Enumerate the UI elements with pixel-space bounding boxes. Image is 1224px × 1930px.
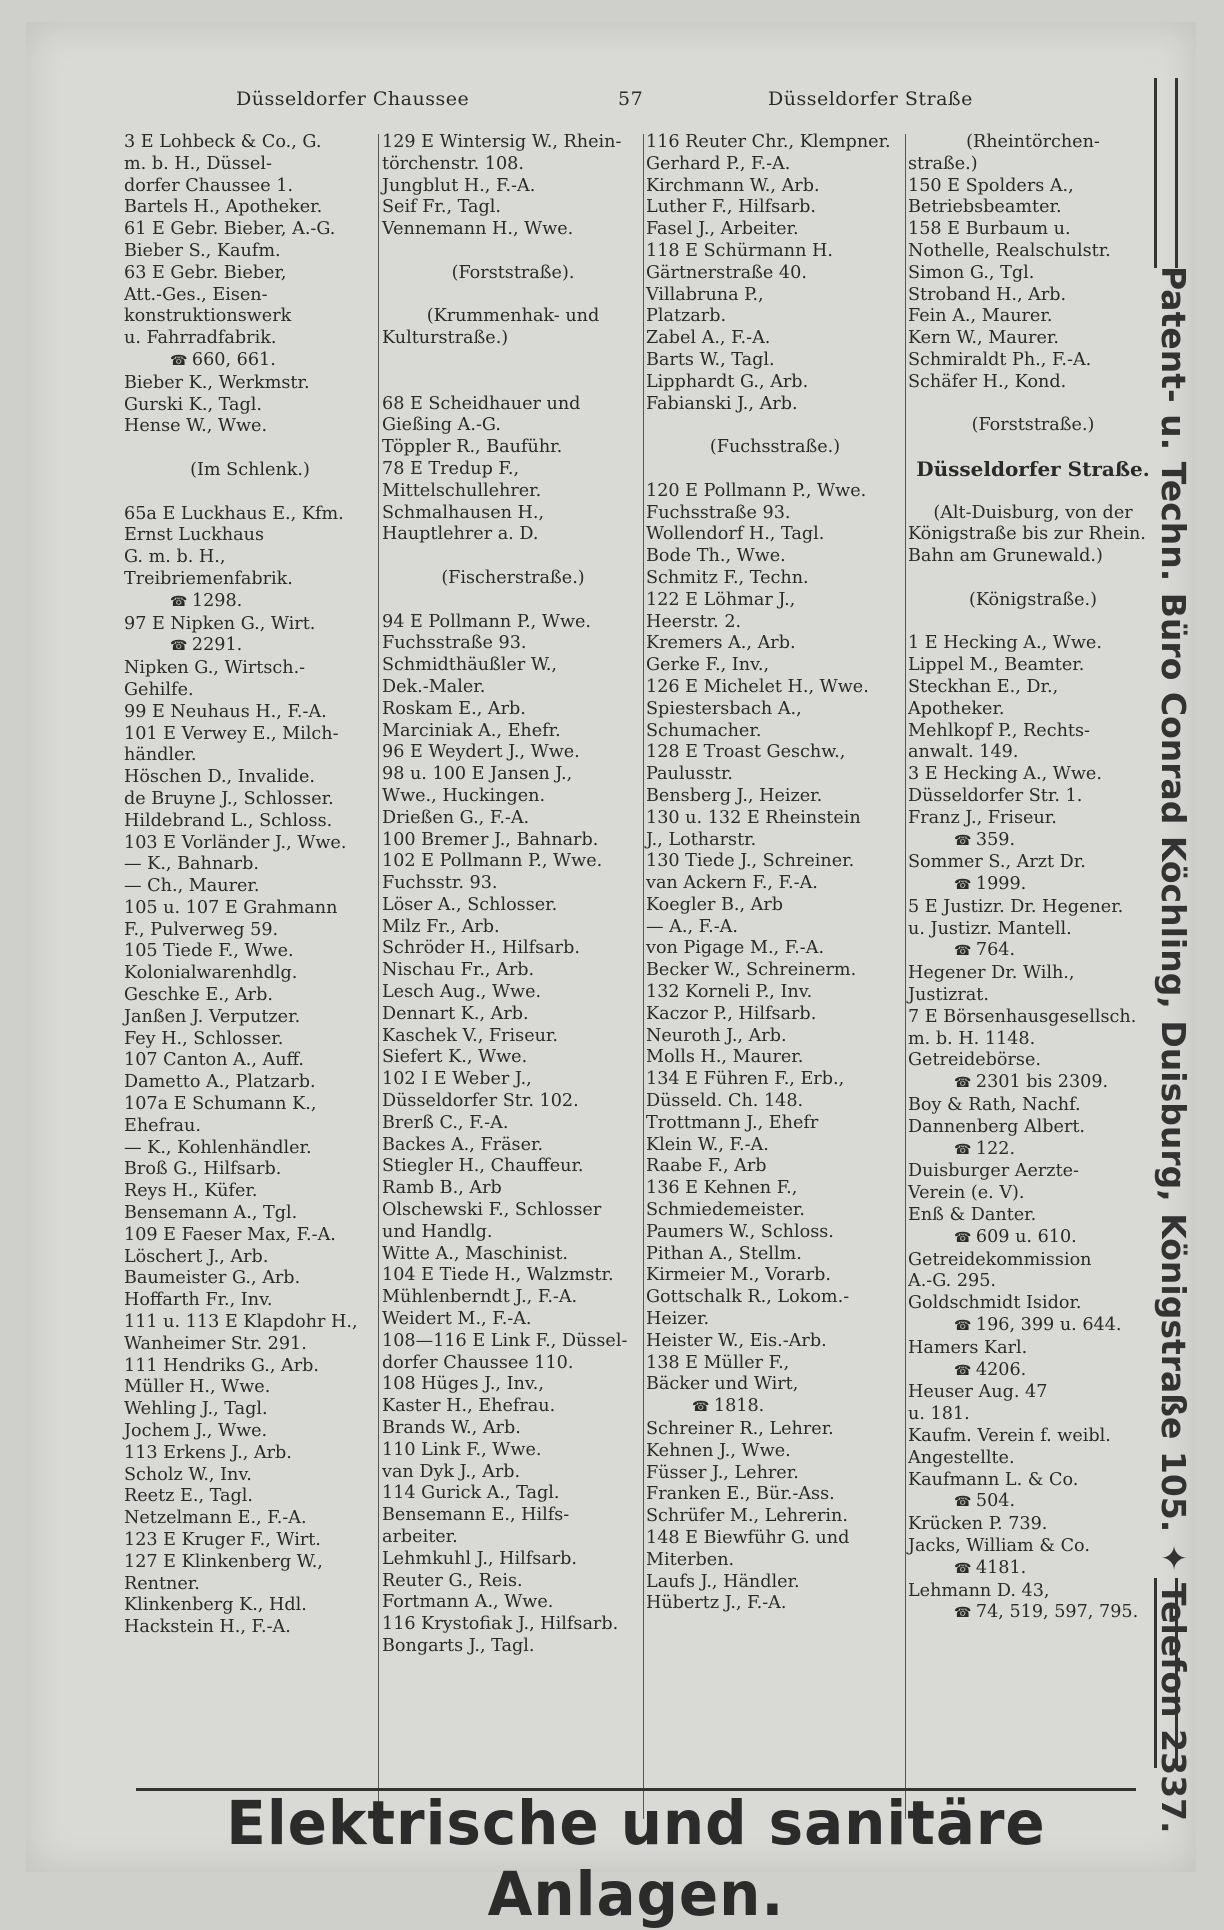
directory-entry-line: 104 E Tiede H., Walzmstr.: [382, 1265, 614, 1286]
directory-entry-line: Paumers W., Schloss.: [646, 1221, 834, 1242]
directory-entry-line: Hauptlehrer a. D.: [382, 524, 539, 545]
column-divider: [905, 134, 906, 1819]
directory-entry-line: Hense W., Wwe.: [124, 416, 268, 437]
directory-entry-line: Brerß C., F.-A.: [382, 1112, 509, 1133]
directory-entry-line: Jungblut H., F.-A.: [382, 175, 536, 196]
directory-entry-line: 126 E Michelet H., Wwe.: [646, 676, 869, 697]
directory-entry-line: Steckhan E., Dr.,: [908, 676, 1059, 697]
directory-entry-line: 97 E Nipken G., Wirt.: [124, 613, 316, 634]
directory-entry-line: Fabianski J., Arb.: [646, 393, 798, 414]
directory-entry-line: Kulturstraße.): [382, 328, 509, 349]
directory-entry-line: (Alt-Duisburg, von der: [933, 502, 1133, 523]
directory-entry-line: Neuroth J., Arb.: [646, 1025, 787, 1046]
directory-entry-line: arbeiter.: [382, 1527, 458, 1547]
directory-entry-line: 105 u. 107 E Grahmann: [124, 897, 338, 918]
directory-entry-line: 128 E Troast Geschw.,: [646, 742, 846, 763]
directory-entry-line: Wanheimer Str. 291.: [124, 1333, 307, 1354]
directory-entry-line: [382, 546, 644, 568]
directory-entry-line: 123 E Kruger F., Wirt.: [124, 1530, 321, 1550]
directory-entry-line: (Königstraße.): [969, 589, 1097, 610]
directory-entry-line: 94 E Pollmann P., Wwe.: [382, 611, 592, 632]
directory-entry-line: van Ackern F., F.-A.: [646, 873, 818, 894]
directory-entry-line: 78 E Tredup F.,: [382, 458, 520, 479]
directory-entry-line: u. 181.: [908, 1404, 970, 1425]
directory-entry-line: 102 E Pollmann P., Wwe.: [382, 851, 603, 872]
directory-entry-line: ☎ 504.: [908, 1491, 1158, 1514]
directory-entry-line: und Handlg.: [382, 1221, 493, 1242]
directory-entry-line: Schmidthäußler W.,: [382, 655, 558, 676]
directory-entry-line: Witte A., Maschinist.: [382, 1243, 569, 1264]
directory-entry-line: 130 Tiede J., Schreiner.: [646, 851, 855, 872]
directory-entry-line: [124, 482, 376, 504]
directory-entry-line: [382, 372, 644, 394]
directory-entry-line: 130 u. 132 E Rheinstein: [646, 807, 861, 828]
directory-entry-line: G. m. b. H.,: [124, 547, 226, 568]
directory-entry-line: Hamers Karl.: [908, 1337, 1028, 1358]
directory-entry-line: Treibriemenfabrik.: [124, 568, 293, 589]
directory-entry-line: Hildebrand L., Schloss.: [124, 810, 333, 831]
directory-entry-line: Bensemann E., Hilfs-: [382, 1505, 570, 1526]
directory-entry-line: Pithan A., Stellm.: [646, 1243, 802, 1264]
directory-entry-line: Krücken P. 739.: [908, 1514, 1048, 1535]
directory-entry-line: Kremers A., Arb.: [646, 633, 796, 654]
directory-entry-line: u. Justizr. Mantell.: [908, 918, 1072, 939]
directory-entry-line: 118 E Schürmann H.: [646, 240, 833, 261]
directory-entry-line: Nipken G., Wirtsch.-: [124, 658, 306, 679]
directory-entry-line: Töppler R., Bauführ.: [382, 437, 563, 458]
directory-entry-line: 108—116 E Link F., Düssel-: [382, 1330, 628, 1351]
directory-entry-line: [908, 481, 1158, 503]
directory-entry-line: Königstraße bis zur Rhein.: [908, 524, 1146, 545]
directory-entry-line: Düsseld. Ch. 148.: [646, 1091, 804, 1112]
directory-entry-line: 138 E Müller F.,: [646, 1352, 790, 1373]
directory-entry-line: Ramb B., Arb: [382, 1178, 502, 1199]
directory-entry-line: [908, 394, 1158, 416]
directory-entry-line: Bongarts J., Tagl.: [382, 1635, 535, 1656]
directory-entry-line: Fein A., Maurer.: [908, 306, 1053, 327]
directory-entry-line: Gerke F., Inv.,: [646, 655, 770, 676]
directory-entry-line: Rentner.: [124, 1573, 200, 1594]
directory-entry-line: Apotheker.: [908, 698, 1005, 719]
column-1: [124, 132, 376, 1639]
sidebar-advertisement: [1140, 78, 1200, 1834]
directory-entry-line: Vennemann H., Wwe.: [382, 219, 574, 240]
directory-entry-line: [124, 438, 376, 460]
directory-entry-line: Lehmann D. 43,: [908, 1580, 1050, 1601]
directory-entry-line: Stiegler H., Chauffeur.: [382, 1156, 584, 1177]
directory-entry-line: 99 E Neuhaus H., F.-A.: [124, 701, 327, 722]
directory-entry-line: 111 u. 113 E Klapdohr H.,: [124, 1312, 358, 1333]
directory-entry-line: von Pigage M., F.-A.: [646, 938, 825, 959]
directory-entry-line: Getreidebörse.: [908, 1050, 1041, 1071]
directory-entry-line: ☎ 4206.: [908, 1360, 1158, 1383]
directory-entry-line: Schäfer H., Kond.: [908, 371, 1067, 392]
directory-entry-line: Dannenberg Albert.: [908, 1116, 1086, 1137]
directory-entry-line: Gärtnerstraße 40.: [646, 262, 807, 283]
directory-entry-line: Bahn am Grunewald.): [908, 546, 1103, 567]
directory-entry-line: dorfer Chaussee 110.: [382, 1352, 574, 1373]
directory-entry-line: A.-G. 295.: [908, 1271, 997, 1292]
directory-entry-line: Klein W., F.-A.: [646, 1134, 769, 1155]
directory-entry-line: 109 E Faeser Max, F.-A.: [124, 1224, 336, 1245]
directory-entry-line: Hoffarth Fr., Inv.: [124, 1290, 273, 1311]
directory-entry-line: Reuter G., Reis.: [382, 1570, 523, 1591]
page-number: 57: [618, 88, 644, 110]
directory-entry-line: Hackstein H., F.-A.: [124, 1617, 291, 1638]
directory-entry-line: Heizer.: [646, 1309, 710, 1330]
directory-entry-line: Hübertz J., F.-A.: [646, 1593, 787, 1614]
directory-entry-line: 107 Canton A., Auff.: [124, 1050, 305, 1071]
directory-entry-line: Becker W., Schreinerm.: [646, 960, 857, 981]
sidebar-ad-text: Patent- u. Techn. Büro Conrad Köchling, Duisburg, Königstraße 105. ✦ Telefon 2337.: [1154, 266, 1193, 1834]
directory-entry-line: händler.: [124, 745, 197, 766]
directory-entry-line: Backes A., Fräser.: [382, 1134, 544, 1155]
directory-entry-line: [382, 285, 644, 307]
directory-entry-line: Kirchmann W., Arb.: [646, 175, 820, 196]
directory-entry-line: u. Fahrradfabrik.: [124, 328, 277, 349]
directory-entry-line: 129 E Wintersig W., Rhein-: [382, 132, 622, 152]
directory-entry-line: [646, 459, 904, 481]
directory-entry-line: Düsseldorfer Straße.: [916, 456, 1150, 481]
directory-entry-line: Ehefrau.: [124, 1115, 201, 1136]
directory-entry-line: — K., Bahnarb.: [124, 854, 259, 875]
directory-entry-line: Fuchsstraße 93.: [646, 502, 791, 523]
directory-entry-line: Netzelmann E., F.-A.: [124, 1508, 307, 1529]
directory-entry-line: 68 E Scheidhauer und: [382, 393, 581, 414]
directory-entry-line: Lehmkuhl J., Hilfsarb.: [382, 1548, 578, 1569]
directory-entry-line: Laufs J., Händler.: [646, 1571, 800, 1592]
directory-entry-line: Luther F., Hilfsarb.: [646, 197, 816, 218]
directory-entry-line: konstruktionswerk: [124, 306, 292, 327]
directory-entry-line: Paulusstr.: [646, 764, 734, 785]
directory-entry-line: Bieber S., Kaufm.: [124, 240, 281, 261]
directory-entry-line: (Fischerstraße.): [441, 567, 585, 588]
directory-entry-line: Angestellte.: [908, 1447, 1015, 1468]
directory-entry-line: 132 Korneli P., Inv.: [646, 982, 813, 1003]
directory-entry-line: 150 E Spolders A.,: [908, 175, 1074, 196]
directory-entry-line: (Krummenhak- und: [426, 306, 600, 327]
directory-entry-line: Düsseldorfer Str. 1.: [908, 785, 1083, 806]
directory-entry-line: Schröder H., Hilfsarb.: [382, 938, 580, 959]
directory-entry-line: ☎ 2301 bis 2309.: [908, 1072, 1158, 1095]
directory-entry-line: 134 E Führen F., Erb.,: [646, 1069, 845, 1090]
directory-entry-line: Höschen D., Invalide.: [124, 767, 315, 788]
directory-entry-line: Simon G., Tgl.: [908, 262, 1035, 283]
directory-entry-line: Janßen J. Verputzer.: [124, 1006, 301, 1027]
directory-entry-line: 111 Hendriks G., Arb.: [124, 1355, 320, 1376]
directory-entry-line: Schmitz F., Techn.: [646, 567, 809, 588]
directory-entry-line: J., Lotharstr.: [646, 829, 757, 850]
directory-entry-line: Milz Fr., Arb.: [382, 916, 500, 937]
directory-entry-line: Kern W., Maurer.: [908, 328, 1059, 349]
directory-entry-line: Schmalhausen H.,: [382, 502, 545, 523]
directory-entry-line: Raabe F., Arb: [646, 1156, 767, 1177]
directory-entry-line: [908, 612, 1158, 634]
column-3: [646, 132, 904, 1615]
directory-entry-line: 136 E Kehnen F.,: [646, 1178, 798, 1199]
directory-entry-line: Lippel M., Beamter.: [908, 655, 1085, 676]
directory-entry-line: Scholz W., Inv.: [124, 1464, 252, 1485]
directory-entry-line: ☎ 4181.: [908, 1558, 1158, 1581]
directory-entry-line: Fortmann A., Wwe.: [382, 1592, 554, 1613]
directory-entry-line: Enß & Danter.: [908, 1205, 1037, 1226]
directory-entry-line: 65a E Luckhaus E., Kfm.: [124, 503, 344, 524]
directory-entry-line: Villabruna P.,: [646, 284, 764, 305]
directory-entry-line: Trottmann J., Ehefr: [646, 1112, 819, 1133]
directory-entry-line: anwalt. 149.: [908, 742, 1019, 763]
directory-entry-line: Löschert J., Arb.: [124, 1246, 269, 1267]
directory-entry-line: Marciniak A., Ehefr.: [382, 720, 561, 741]
directory-entry-line: 158 E Burbaum u.: [908, 219, 1071, 240]
directory-entry-line: Dennart K., Arb.: [382, 1003, 529, 1024]
directory-entry-line: Bensberg J., Heizer.: [646, 785, 823, 806]
directory-entry-line: Wehling J., Tagl.: [124, 1399, 268, 1420]
directory-entry-line: m. b. H. 1148.: [908, 1028, 1036, 1049]
directory-entry-line: Seif Fr., Tagl.: [382, 197, 501, 218]
directory-entry-line: Boy & Rath, Nachf.: [908, 1095, 1081, 1116]
directory-entry-line: Bartels H., Apotheker.: [124, 197, 323, 218]
directory-entry-line: 3 E Lohbeck & Co., G.: [124, 132, 322, 152]
directory-entry-line: 5 E Justizr. Dr. Hegener.: [908, 896, 1124, 917]
directory-entry-line: törchenstr. 108.: [382, 153, 524, 174]
directory-entry-line: ☎ 1999.: [908, 874, 1158, 897]
directory-entry-line: — A., F.-A.: [646, 916, 738, 937]
column-divider: [378, 134, 379, 1819]
directory-entry-line: Baumeister G., Arb.: [124, 1268, 301, 1289]
directory-entry-line: Stroband H., Arb.: [908, 284, 1067, 305]
directory-entry-line: Schrüfer M., Lehrerin.: [646, 1506, 848, 1527]
directory-entry-line: Drießen G., F.-A.: [382, 807, 530, 828]
directory-entry-line: [382, 350, 644, 372]
directory-entry-line: m. b. H., Düssel-: [124, 153, 272, 174]
directory-entry-line: Goldschmidt Isidor.: [908, 1293, 1082, 1314]
directory-entry-line: Wollendorf H., Tagl.: [646, 524, 825, 545]
directory-entry-line: Nischau Fr., Arb.: [382, 960, 535, 981]
directory-entry-line: Kehnen J., Wwe.: [646, 1440, 791, 1461]
directory-entry-line: 96 E Weydert J., Wwe.: [382, 742, 580, 763]
directory-entry-line: Miterben.: [646, 1549, 735, 1570]
directory-entry-line: 127 E Klinkenberg W.,: [124, 1551, 323, 1572]
directory-entry-line: 3 E Hecking A., Wwe.: [908, 764, 1102, 785]
bottom-banner: Elektrische und sanitäre Anlagen.: [226, 1788, 1046, 1930]
directory-entry-line: Müller H., Wwe.: [124, 1377, 271, 1398]
directory-entry-line: Weidert M., F.-A.: [382, 1309, 532, 1330]
directory-entry-line: 113 Erkens J., Arb.: [124, 1442, 292, 1463]
directory-entry-line: Schmiedemeister.: [646, 1200, 805, 1221]
directory-entry-line: Heuser Aug. 47: [908, 1382, 1048, 1403]
directory-entry-line: — K., Kohlenhändler.: [124, 1137, 312, 1158]
directory-entry-line: Jochem J., Wwe.: [124, 1421, 268, 1442]
directory-entry-line: Justizrat.: [908, 985, 989, 1006]
directory-entry-line: Gurski K., Tagl.: [124, 394, 262, 415]
directory-entry-line: (Fuchsstraße.): [709, 437, 841, 458]
directory-entry-line: 98 u. 100 E Jansen J.,: [382, 764, 573, 785]
directory-entry-line: van Dyk J., Arb.: [382, 1461, 521, 1482]
decorative-rule: [1154, 78, 1178, 268]
directory-entry-line: 120 E Pollmann P., Wwe.: [646, 480, 867, 501]
directory-entry-line: Kaufmann L. & Co.: [908, 1469, 1079, 1490]
directory-entry-line: Kaufm. Verein f. weibl.: [908, 1426, 1111, 1447]
directory-entry-line: (Im Schlenk.): [190, 459, 310, 480]
directory-entry-line: Betriebsbeamter.: [908, 197, 1062, 218]
directory-entry-line: Düsseldorfer Str. 102.: [382, 1091, 579, 1112]
directory-entry-line: 1 E Hecking A., Wwe.: [908, 633, 1102, 654]
directory-entry-line: dorfer Chaussee 1.: [124, 175, 294, 196]
directory-entry-line: Getreidekommission: [908, 1249, 1092, 1270]
directory-entry-line: Gehilfe.: [124, 679, 194, 700]
directory-entry-line: Mittelschullehrer.: [382, 480, 542, 501]
directory-entry-line: ☎ 609 u. 610.: [908, 1227, 1158, 1250]
directory-entry-line: Schumacher.: [646, 720, 762, 741]
directory-entry-line: 116 Krystofiak J., Hilfsarb.: [382, 1614, 619, 1635]
directory-entry-line: Reys H., Küfer.: [124, 1181, 258, 1202]
directory-entry-line: 148 E Biewführ G. und: [646, 1528, 850, 1548]
directory-entry-line: Dek.-Maler.: [382, 676, 486, 697]
directory-entry-line: Hegener Dr. Wilh.,: [908, 963, 1075, 984]
directory-entry-line: Reetz E., Tagl.: [124, 1486, 253, 1507]
directory-entry-line: Heerstr. 2.: [646, 611, 742, 632]
directory-entry-line: Bäcker und Wirt,: [646, 1374, 799, 1395]
directory-entry-line: Kaschek V., Friseur.: [382, 1025, 559, 1046]
directory-entry-line: 63 E Gebr. Bieber,: [124, 262, 287, 283]
directory-entry-line: Fey H., Schlosser.: [124, 1028, 284, 1049]
directory-entry-line: [382, 241, 644, 263]
directory-entry-line: Lesch Aug., Wwe.: [382, 982, 542, 1003]
directory-entry-line: ☎ 660, 661.: [124, 350, 376, 373]
column-4: [908, 132, 1158, 1625]
directory-entry-line: 103 E Vorländer J., Wwe.: [124, 832, 347, 853]
directory-entry-line: Bode Th., Wwe.: [646, 546, 786, 567]
directory-entry-line: ☎ 359.: [908, 830, 1158, 853]
directory-entry-line: Kaster H., Ehefrau.: [382, 1396, 556, 1417]
directory-entry-line: Gerhard P., F.-A.: [646, 153, 791, 174]
directory-entry-line: 114 Gurick A., Tagl.: [382, 1483, 560, 1504]
directory-entry-line: Jacks, William & Co.: [908, 1536, 1090, 1556]
directory-entry-line: Geschke E., Arb.: [124, 985, 273, 1006]
directory-entry-line: Barts W., Tagl.: [646, 349, 775, 370]
directory-entry-line: Franken E., Bür.-Ass.: [646, 1484, 835, 1505]
directory-entry-line: Verein (e. V).: [908, 1183, 1025, 1204]
directory-entry-line: Spiestersbach A.,: [646, 698, 802, 719]
directory-entry-line: (Forststraße).: [451, 262, 575, 283]
directory-entry-line: [382, 590, 644, 612]
decorative-rule: [1154, 1578, 1178, 1768]
directory-entry-line: [908, 437, 1158, 459]
directory-entry-line: Heister W., Eis.-Arb.: [646, 1330, 827, 1351]
directory-entry-line: 102 I E Weber J.,: [382, 1069, 532, 1090]
directory-entry-line: Lipphardt G., Arb.: [646, 371, 809, 392]
directory-entry-line: Olschewski F., Schlosser: [382, 1200, 602, 1221]
directory-entry-line: 122 E Löhmar J.,: [646, 589, 796, 610]
directory-entry-line: 108 Hüges J., Inv.,: [382, 1374, 544, 1395]
directory-entry-line: [646, 415, 904, 437]
directory-entry-line: (Forststraße.): [971, 415, 1095, 436]
directory-entry-line: Schmiraldt Ph., F.-A.: [908, 349, 1092, 370]
directory-entry-line: ☎ 764.: [908, 940, 1158, 963]
directory-entry-line: ☎ 74, 519, 597, 795.: [908, 1602, 1158, 1625]
directory-entry-line: Schreiner R., Lehrer.: [646, 1419, 834, 1440]
directory-entry-line: Duisburger Aerzte-: [908, 1161, 1079, 1182]
directory-entry-line: Fuchsstraße 93.: [382, 633, 527, 654]
directory-entry-line: Gottschalk R., Lokom.-: [646, 1287, 850, 1308]
directory-entry-line: Zabel A., F.-A.: [646, 328, 771, 349]
directory-entry-line: Fuchsstr. 93.: [382, 873, 498, 894]
directory-entry-line: Bensemann A., Tgl.: [124, 1203, 298, 1224]
directory-entry-line: Löser A., Schlosser.: [382, 894, 558, 915]
directory-entry-line: Sommer S., Arzt Dr.: [908, 852, 1086, 873]
directory-entry-line: 116 Reuter Chr., Klempner.: [646, 132, 891, 152]
directory-entry-line: Fasel J., Arbeiter.: [646, 219, 799, 240]
header-right: Düsseldorfer Straße: [768, 88, 973, 110]
directory-page: [26, 22, 1196, 1930]
directory-entry-line: Att.-Ges., Eisen-: [124, 284, 268, 305]
directory-entry-line: Klinkenberg K., Hdl.: [124, 1595, 307, 1616]
directory-entry-line: [908, 568, 1158, 590]
directory-entry-line: Koegler B., Arb: [646, 894, 784, 915]
directory-entry-line: Gießing A.-G.: [382, 415, 501, 436]
directory-entry-line: Kolonialwarenhdlg.: [124, 963, 298, 984]
directory-entry-line: Wwe., Huckingen.: [382, 785, 546, 806]
directory-entry-line: Platzarb.: [646, 306, 727, 327]
directory-entry-line: ☎ 196, 399 u. 644.: [908, 1315, 1158, 1338]
directory-entry-line: (Rheintörchen-: [966, 132, 1100, 152]
directory-entry-line: Franz J., Friseur.: [908, 807, 1057, 828]
directory-entry-line: 101 E Verwey E., Milch-: [124, 723, 339, 744]
directory-entry-line: Ernst Luckhaus: [124, 525, 264, 546]
directory-entry-line: F., Pulverweg 59.: [124, 919, 279, 940]
directory-entry-line: de Bruyne J., Schlosser.: [124, 788, 334, 809]
directory-entry-line: 105 Tiede F., Wwe.: [124, 941, 294, 962]
column-2: [382, 132, 644, 1658]
directory-entry-line: ☎ 122.: [908, 1139, 1158, 1162]
directory-entry-line: 100 Bremer J., Bahnarb.: [382, 829, 599, 850]
directory-entry-line: Bieber K., Werkmstr.: [124, 372, 310, 393]
header-left: Düsseldorfer Chaussee: [236, 88, 470, 110]
directory-entry-line: Füsser J., Lehrer.: [646, 1462, 799, 1483]
directory-entry-line: 107a E Schumann K.,: [124, 1094, 317, 1115]
directory-entry-line: straße.): [908, 153, 978, 174]
directory-entry-line: Siefert K., Wwe.: [382, 1047, 528, 1068]
directory-entry-line: Mehlkopf P., Rechts-: [908, 720, 1090, 741]
directory-entry-line: ☎ 1298.: [124, 591, 376, 614]
directory-entry-line: ☎ 2291.: [124, 635, 376, 658]
directory-entry-line: 7 E Börsenhausgesellsch.: [908, 1006, 1137, 1027]
directory-entry-line: Roskam E., Arb.: [382, 698, 526, 719]
directory-entry-line: ☎ 1818.: [646, 1396, 904, 1419]
directory-entry-line: Dametto A., Platzarb.: [124, 1072, 316, 1093]
directory-entry-line: Kaczor P., Hilfsarb.: [646, 1003, 817, 1024]
directory-entry-line: Brands W., Arb.: [382, 1418, 521, 1439]
directory-entry-line: Molls H., Maurer.: [646, 1047, 804, 1068]
directory-entry-line: Broß G., Hilfsarb.: [124, 1159, 282, 1180]
directory-entry-line: Mühlenberndt J., F.-A.: [382, 1287, 578, 1308]
directory-entry-line: Nothelle, Realschulstr.: [908, 240, 1111, 261]
directory-entry-line: — Ch., Maurer.: [124, 876, 260, 897]
directory-entry-line: 61 E Gebr. Bieber, A.-G.: [124, 219, 336, 240]
directory-entry-line: 110 Link F., Wwe.: [382, 1439, 542, 1460]
directory-entry-line: Kirmeier M., Vorarb.: [646, 1265, 831, 1286]
